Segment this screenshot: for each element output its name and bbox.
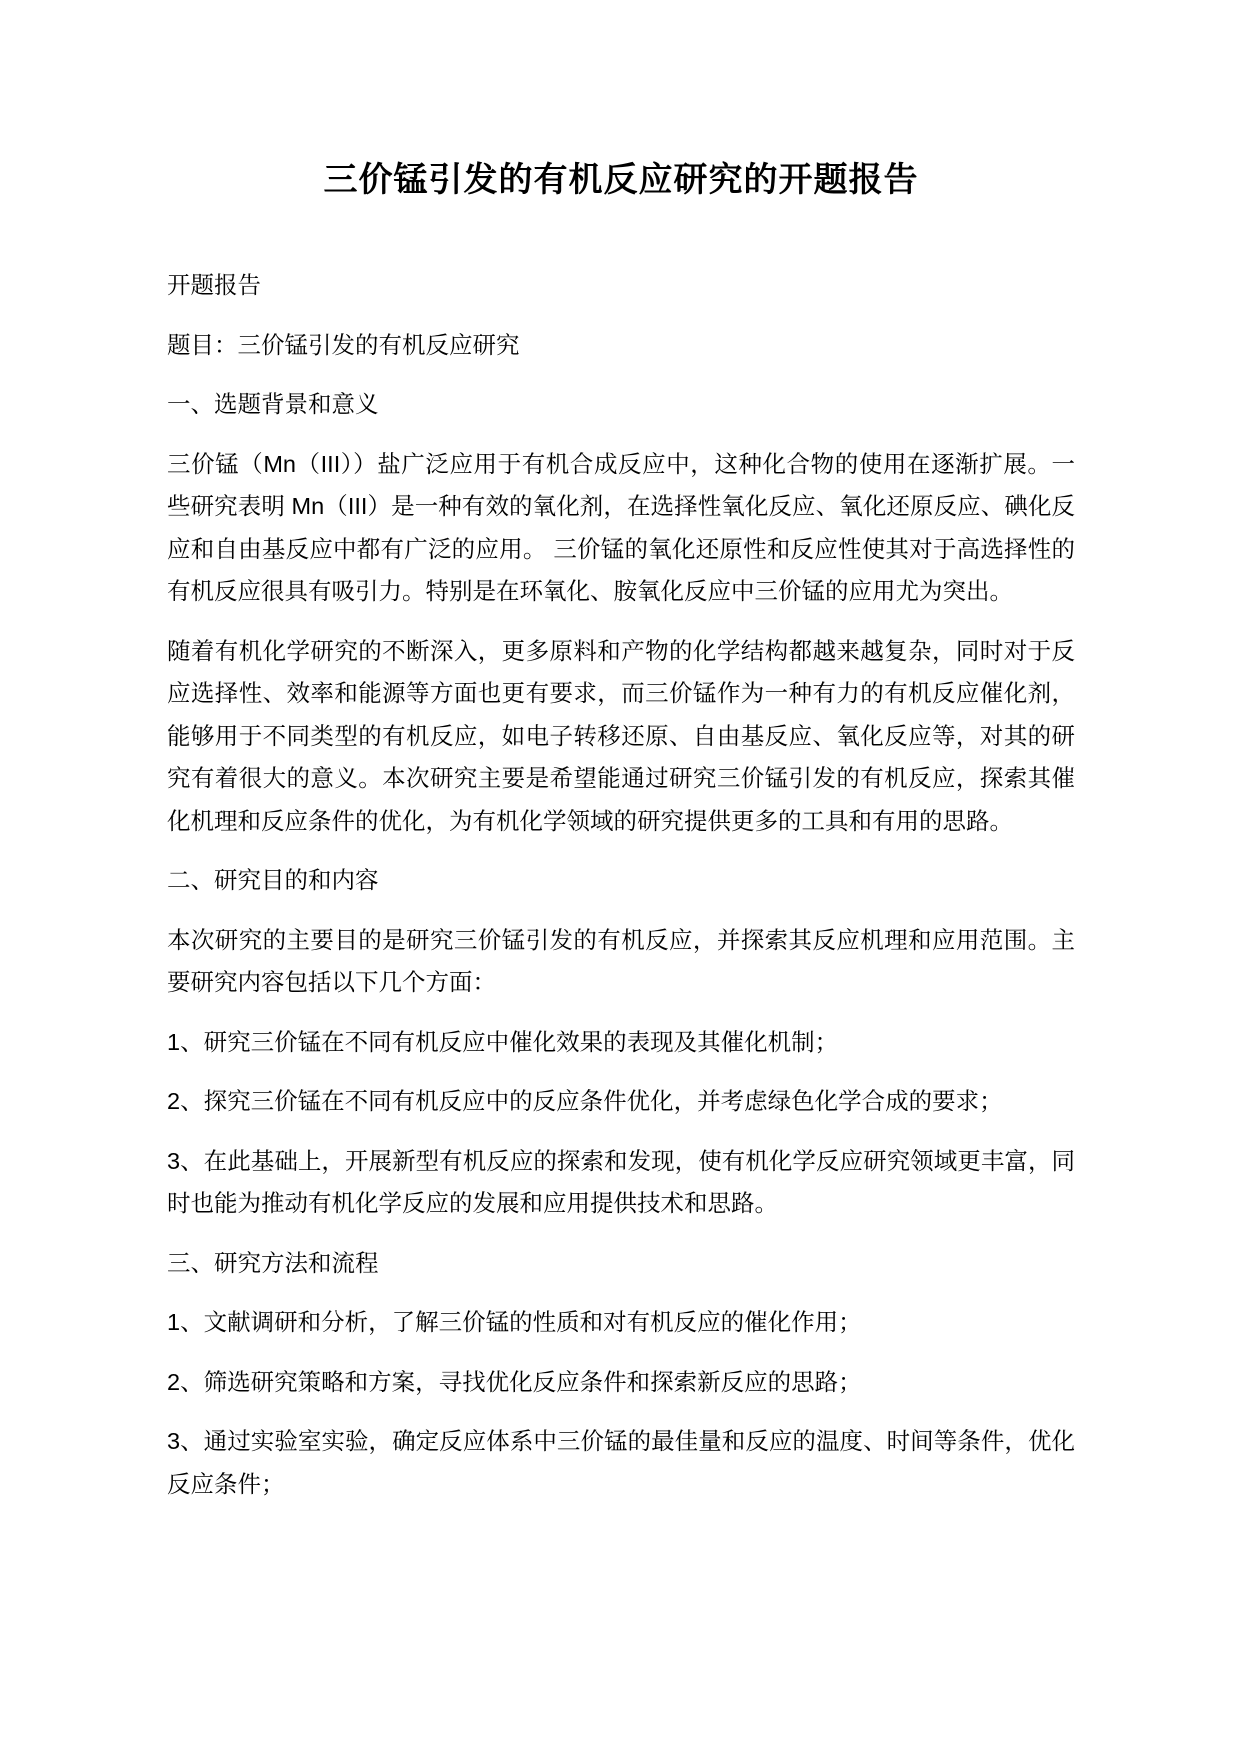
list-item: 2、筛选研究策略和方案，寻找优化反应条件和探索新反应的思路； [167,1368,862,1395]
paragraph: 本次研究的主要目的是研究三价锰引发的有机反应，并探索其反应机理和应用范围。主要研究内容包括以下几个方面： [167,926,1075,996]
report-label: 开题报告 [167,272,261,299]
section-heading-1: 一、选题背景和意义 [167,391,379,418]
paragraph: 三价锰（Mn（III））盐广泛应用于有机合成反应中，这种化合物的使用在逐渐扩展。一些研究表明 Mn（III）是一种有效的氧化剂，在选择性氧化反应、氧化还原反应、碘化反应和自由基反应中都有广泛的应用。 三价锰的氧化还原性和反应性使其对于高选择性的有机反应很具有吸引力。特别是在环氧化、胺氧化反应中三价锰的应用尤为突出。 [167,450,1075,605]
paragraph: 随着有机化学研究的不断深入，更多原料和产物的化学结构都越来越复杂，同时对于反应选择性、效率和能源等方面也更有要求，而三价锰作为一种有力的有机反应催化剂，能够用于不同类型的有机反应，如电子转移还原、自由基反应、氧化反应等，对其的研究有着很大的意义。本次研究主要是希望能通过研究三价锰引发的有机反应，探索其催化机理和反应条件的优化，为有机化学领域的研究提供更多的工具和有用的思路。 [167,637,1075,834]
section-heading-3: 三、研究方法和流程 [167,1249,379,1276]
list-item: 1、研究三价锰在不同有机反应中催化效果的表现及其催化机制； [167,1028,839,1055]
document-body [167,264,1075,1505]
section-heading-2: 二、研究目的和内容 [167,867,379,894]
list-item: 1、文献调研和分析，了解三价锰的性质和对有机反应的催化作用； [167,1309,862,1336]
list-item: 3、通过实验室实验，确定反应体系中三价锰的最佳量和反应的温度、时间等条件，优化反应条件； [167,1428,1075,1497]
topic-line: 题目：三价锰引发的有机反应研究 [167,331,520,358]
list-item: 2、探究三价锰在不同有机反应中的反应条件优化，并考虑绿色化学合成的要求； [167,1088,1003,1115]
list-item: 3、在此基础上，开展新型有机反应的探索和发现，使有机化学反应研究领域更丰富，同时也能为推动有机化学反应的发展和应用提供技术和思路。 [167,1147,1075,1217]
page-title: 三价锰引发的有机反应研究的开题报告 [323,161,919,199]
